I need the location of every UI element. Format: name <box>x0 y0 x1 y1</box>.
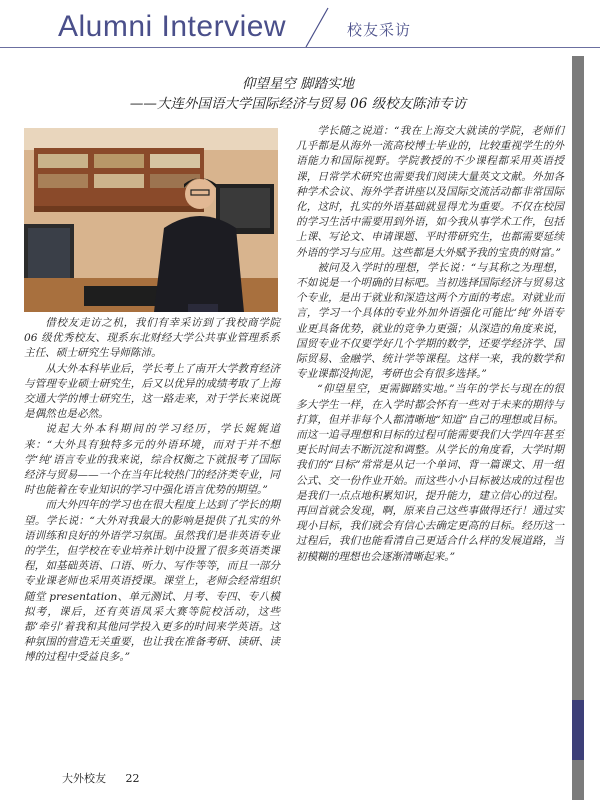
article-left-column <box>24 316 280 666</box>
header-subtitle: 校友采访 <box>347 21 412 39</box>
footer-publication: 大外校友 <box>62 772 106 785</box>
article-paragraph: 说起大外本科期间的学习经历，学长娓娓道来：“大外具有独特多元的外语环境，而对于并不想学‘纯’语言专业的我来说，综合权衡之下就报考了国际经济与贸易——一个在当年比较热门的经济类专业，同时也能着在专业知识的学习中强化语言优势的期望。” <box>24 423 280 497</box>
side-bar <box>572 56 584 800</box>
article-paragraph: 学长随之说道：“我在上海交大就读的学院，老师们几乎都是从海外一流高校博士毕业的，比较重视学生的外语能力和国际视野。学院教授的不少课程都采用英语授课，日常学术研究也需要我们阅读大量英文文献。外加各种学术会议、海外学者讲座以及国际交流活动都非常国际化，这时，扎实的外语基础就显得尤为重要。不仅在校园的学习生活中需要用到外语，如今我从事学术工作，包括上课、写论文、申请课题、平时带研究生，也都需要延续外语的学习与应用。这些都是大外赋予我的宝贵的财富。” <box>296 125 564 259</box>
page-number: 22 <box>125 772 140 785</box>
page-footer <box>62 770 156 786</box>
article-subtitle: ——大连外国语大学国际经济与贸易 06 级校友陈沛专访 <box>129 96 467 112</box>
side-bar-accent <box>572 700 584 760</box>
article-paragraph: “仰望星空，更需脚踏实地。”当年的学长与现在的很多大学生一样，在入学时都会怀有一些对于未来的期待与打算，但并非每个人都清晰地“知道”自己的理想或目标。而这一追寻理想和目标的过程可能需要我们大学四年甚至更长时间去不断沉淀和调整。从学长的角度看，大学时期我们的“目标”常常是从记一个单词、背一篇课文、用一组公式、交一份作业开始。而这些小小目标被达成的过程也是我们一点点地积累知识，提升能力，建立信心的过程。再回首就会发现，啊，原来自己这些事做得还行！通过实现小目标，我们就会有信心去确定更高的目标。经历这一过程后，我们也能看清自己更适合什么样的发展道路，当初模糊的理想也会逐渐清晰起来。” <box>296 383 564 563</box>
article-paragraph: 被问及入学时的理想，学长说：“与其称之为理想，不如说是一个明确的目标吧。当初选择国际经济与贸易这个专业，是出于就业和深造这两个方面的考虑。对就业而言，学习一个具体的专业外加外语强化可能比‘纯’外语专业更具备优势，就业的竞争力更强；从深造的角度来说，国贸专业不仅要学好几个学期的数学，还要学经济学、国际贸易、金融学、统计学等课程。这样一来，我的数学和专业课都没拘泥，考研也会有很多选择。” <box>296 261 564 381</box>
article-title: 仰望星空 脚踏实地 <box>241 76 355 92</box>
article-right-column <box>296 124 564 565</box>
article-paragraph: 从大外本科毕业后，学长考上了南开大学教育经济与管理专业硕士研究生，后又以优异的成绩考取了上海交通大学的博士研究生，这一路走来，对于学长来说既是偶然也是必然。 <box>24 362 280 421</box>
article-paragraph: 而大外四年的学习也在很大程度上达到了学长的期望。学长说：“大外对我最大的影响是提供了扎实的外语训练和良好的外语学习氛围。虽然我们是非英语专业的学生，但学校在专业培养计划中设置了很多英语类课程，如基础英语、口语、听力、写作等等，而且一部分专业课老师也采用英语授课。课堂上，老师会经常组织随堂 presentation、单元测试、月考、专四、专八模拟考，课后，还有英语凤采大赛等院校活动，这些都‘牵引’着我和其他同学投入更多的时间来学英语。这种氛围的营造无关重要，也让我在准备考研、读研、读博的过程中受益良多。” <box>24 499 280 664</box>
page-header <box>0 0 600 56</box>
header-rule <box>0 47 600 48</box>
header-title: Alumni Interview <box>58 10 287 43</box>
article-paragraph: 借校友走访之机，我们有幸采访到了我校商学院 06 级优秀校友、现系东北财经大学公共事业管理系系主任、硕士研究生导师陈沛。 <box>24 317 280 360</box>
portrait-photo <box>24 128 278 312</box>
